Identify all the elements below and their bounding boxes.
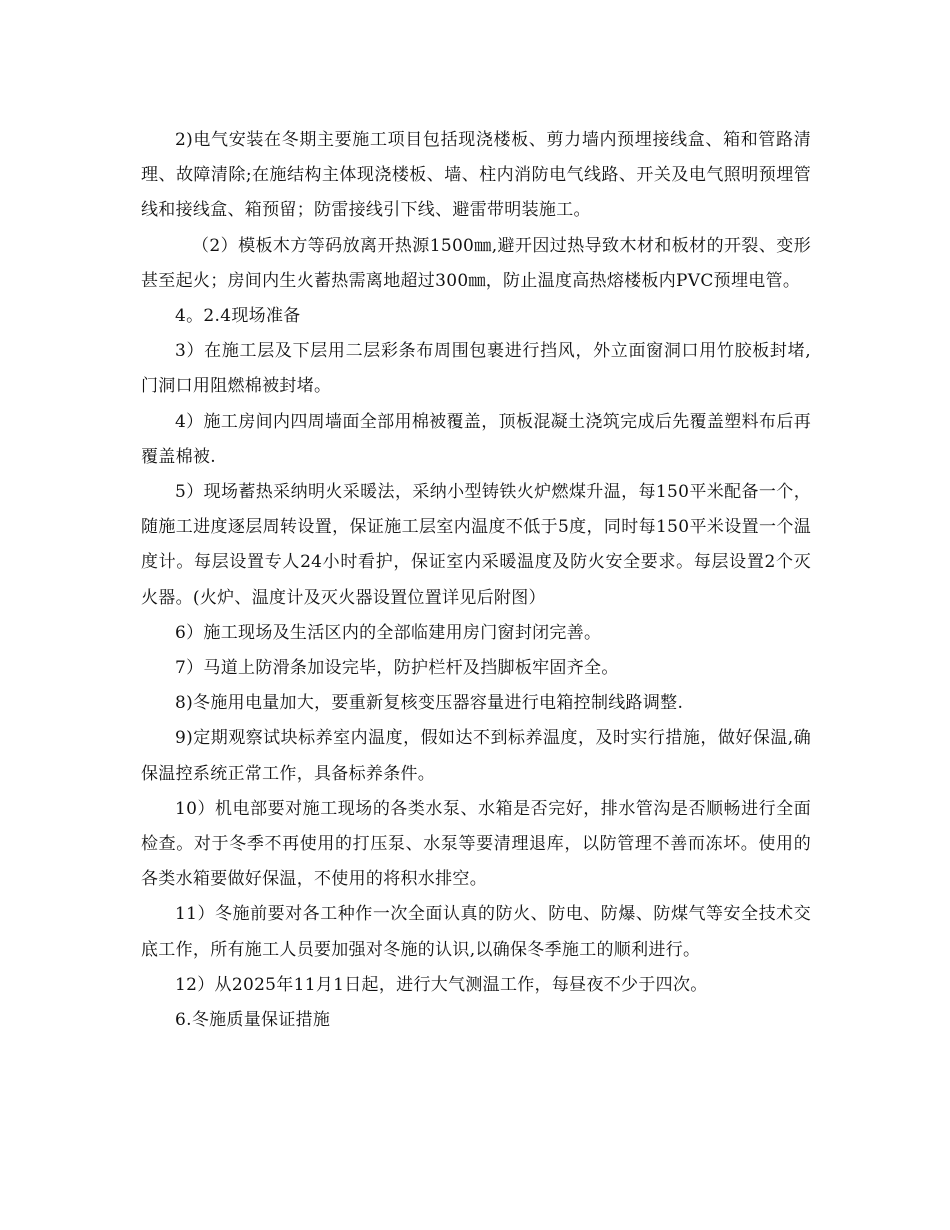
- paragraph-item-9: 9)定期观察试块标养室内温度，假如达不到标养温度，及时实行措施，做好保温,确保温控系统正常工作，具备标养条件。: [141, 728, 811, 784]
- paragraph-item-3: 3）在施工层及下层用二层彩条布周围包裹进行挡风，外立面窗洞口用竹胶板封堵,门洞口用阻燃棉被封堵。: [141, 341, 811, 397]
- document-body: [141, 123, 811, 1038]
- paragraph-item-6: 6）施工现场及生活区内的全部临建用房门窗封闭完善。: [175, 622, 602, 643]
- section-heading-site-preparation: 4。2.4现场准备: [175, 306, 301, 327]
- paragraph-item-5: 5）现场蓄热采纳明火采暖法，采纳小型铸铁火炉燃煤升温，每150平米配备一个，随施工进度逐层周转设置，保证施工层室内温度不低于5度，同时每150平米设置一个温度计。每层设置专人24小时看护，保证室内采暖温度及防火安全要求。每层设置2个灭火器。(火炉、温度计及灭火器设置位置详见后附图）: [141, 482, 811, 608]
- paragraph-item-4: 4）施工房间内四周墙面全部用棉被覆盖，顶板混凝土浇筑完成后先覆盖塑料布后再覆盖棉被.: [141, 411, 811, 467]
- paragraph-item-7: 7）马道上防滑条加设完毕，防护栏杆及挡脚板牢固齐全。: [175, 658, 619, 679]
- paragraph-item-10: 10）机电部要对施工现场的各类水泵、水箱是否完好，排水管沟是否顺畅进行全面检查。对于冬季不再使用的打压泵、水泵等要清理退库，以防管理不善而冻坏。使用的各类水箱要做好保温，不使用的将积水排空。: [141, 798, 811, 890]
- paragraph-formwork-timber: （2）模板木方等码放离开热源1500㎜,避开因过热导致木材和板材的开裂、变形甚至起火；房间内生火蓄热需离地超过300㎜，防止温度高热熔楼板内PVC预埋电管。: [141, 235, 811, 291]
- paragraph-item-11: 11）冬施前要对各工种作一次全面认真的防火、防电、防爆、防煤气等安全技术交底工作，所有施工人员要加强对冬施的认识,以确保冬季施工的顺利进行。: [141, 904, 811, 960]
- paragraph-item-12: 12）从2025年11月1日起，进行大气测温工作，每昼夜不少于四次。: [175, 974, 708, 995]
- paragraph-electrical-installation: 2)电气安装在冬期主要施工项目包括现浇楼板、剪力墙内预埋接线盒、箱和管路清理、故障清除;在施结构主体现浇楼板、墙、柱内消防电气线路、开关及电气照明预埋管线和接线盒、箱预留；防雷接线引下线、避雷带明装施工。: [141, 130, 811, 221]
- paragraph-item-8: 8)冬施用电量加大，要重新复核变压器容量进行电箱控制线路调整.: [175, 693, 684, 714]
- section-heading-quality-measures: 6.冬施质量保证措施: [175, 1010, 331, 1031]
